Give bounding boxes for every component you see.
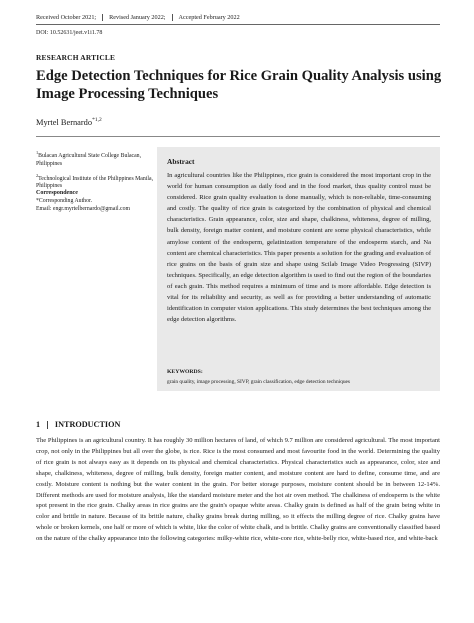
affiliation-text: Technological Institute of the Philippines Manila, Philippines: [36, 175, 154, 190]
date-separator: [102, 14, 103, 21]
section-title: INTRODUCTION: [54, 420, 121, 429]
doi: DOI: 10.52631/jeet.v1i1.78: [36, 30, 103, 36]
date-separator: [172, 14, 173, 21]
header-rule: [36, 24, 440, 25]
received-date: Received October 2021;: [36, 14, 97, 21]
affiliation-2: [36, 172, 156, 192]
affiliation-number: 2: [36, 172, 39, 178]
abstract-text: In agricultural countries like the Philippines, rice grain is considered the most important crop in the world for human consumption as daily food and in the food market, thus quality control must be considered. Rice grain quality evaluation is done manually, which is non-reliable, time-consuming and costly. The quality of rice grain is categorized by the combination of physical and chemical characteristics. Grain appearance, color, size and shape, chalkiness, whiteness, degree of milling, bulk density, foreign matter content, and moisture content are some physical characteristics, while amylose content of the endosperm, gelatinization temperature of the endosperm starch, and Na content are chemical characteristics. This paper presents a solution for the grading and evaluation of rice grains on the basis of grain size and shape using Scilab Image Video Progressing (SIVP) techniques. Specifically, an edge detection algorithm is used to find out the region of the boundaries of each grain. This method requires a minimum of time and is more affordable. Edge detection is vital for its reliability and security, as well as for providing a better understanding of automatic identification in computer vision applications. This study determines the best techniques among the edge detection algorithms.: [167, 172, 431, 324]
keywords-heading: KEYWORDS:: [167, 369, 203, 375]
author-rule: [36, 136, 440, 137]
article-type: RESEARCH ARTICLE: [36, 53, 116, 62]
section-heading: [36, 420, 120, 429]
corresponding-author: *Corresponding Author.: [36, 198, 93, 204]
section-divider: [47, 421, 48, 429]
affiliation-1: [36, 149, 156, 169]
author-line: [36, 117, 102, 127]
section-number: 1: [36, 420, 41, 429]
abstract-heading: Abstract: [167, 157, 195, 166]
paper-title: Edge Detection Techniques for Rice Grain Quality Analysis using Image Processing Techniques: [36, 68, 442, 102]
keywords: grain quality, image processing, SIVP, grain classification, edge detection techniques: [167, 379, 351, 385]
affiliations: [36, 149, 156, 194]
author-name: Myrtel Bernardo: [36, 117, 93, 127]
affiliation-text: Bulacan Agricultural State College Bulacan, Philippines: [36, 152, 142, 167]
correspondence-heading: Correspondence: [36, 190, 78, 196]
affiliation-number: 1: [36, 150, 39, 155]
correspondence: [36, 198, 166, 214]
author-marks: *1,2: [92, 117, 102, 123]
article-dates: [36, 14, 240, 21]
introduction-text: The Philippines is an agricultural country. It has roughly 30 million hectares of land, of which 9.7 million are considered agricultural. The most important crop, not only in the Philippines but all over the globe, is rice. Rice is the most consumed and most favourite food in the world. Determining the quality of rice grain is not always easy as it depends on its physical and chemical characteristics. Physical characteristics such as appearance, color, size and shape, chalkiness, whiteness, degree of milling, bulk density, foreign matter content, and moisture content are hard to define, consume time, and are costly. Moisture content is nothing but the water content in the grain. For better storage purposes, moisture content should be in between 12-14%. Different methods are used for moisture analysis, like the standard moisture meter and the hot air oven method. The chalkiness of endosperm is the white spot present in the rice grain. Chalky areas in rice grains are the grain's opaque white areas. Chalky grain is defined as half of the grain being white in color and brittle in nature. Because of its brittle nature, chalky grains break during milling, so it effects the milling degree of rice. Chalky grains have whole or broken kernels, one half or more of which is white, like the color of white chalk, and is brittle. Chalky grains are conventionally classified based on the nature of the chalky appearance into the following categories: milky-white rice, white-core rice, white-belly rice, white-based rice, and white-back: [36, 437, 440, 543]
corresponding-email: Email: engr.myrtelbernardo@gmail.com: [36, 205, 131, 212]
revised-date: Revised January 2022;: [109, 14, 166, 21]
accepted-date: Accepted February 2022: [178, 14, 240, 21]
